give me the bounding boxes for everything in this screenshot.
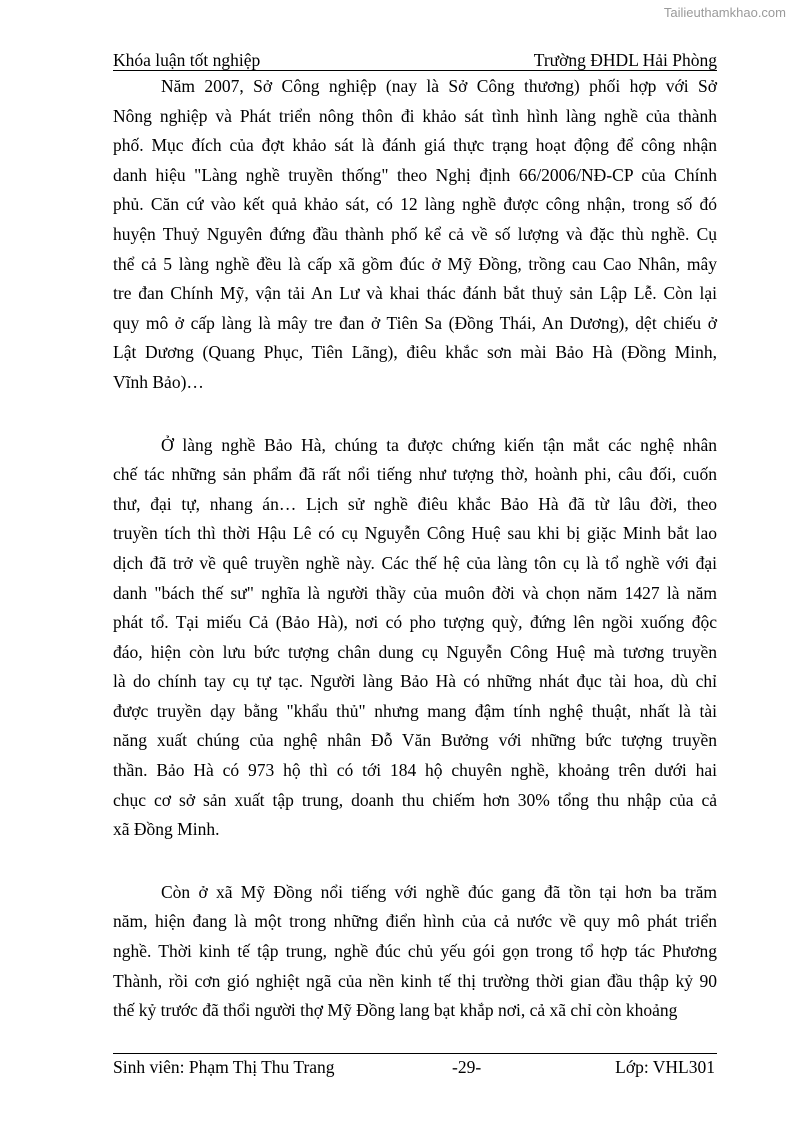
text-line: là do chính tay cụ tự tạc. Người làng Bảo Hà có những nhát đục tài hoa, dù chỉ xyxy=(113,671,717,692)
text-line: phủ. Căn cứ vào kết quả khảo sát, có 12 làng nghề được công nhận, trong số đó xyxy=(113,194,717,215)
text-line: danh hiệu "Làng nghề truyền thống" theo Nghị định 66/2006/NĐ-CP của Chính xyxy=(113,164,717,185)
text-line: Thành, rồi cơn gió nghiệt ngã của nền kinh tế thị trường thời gian đầu thập kỷ 90 xyxy=(113,970,717,991)
text-line: Ở làng nghề Bảo Hà, chúng ta được chứng kiến tận mắt các nghệ nhân xyxy=(161,434,717,455)
text-line: xã Đồng Minh. xyxy=(113,819,220,840)
footer-student: Sinh viên: Phạm Thị Thu Trang xyxy=(113,1057,335,1077)
paragraph xyxy=(113,878,717,1026)
text-line: chế tác những sản phẩm đã rất nổi tiếng như tượng thờ, hoành phi, câu đối, cuốn xyxy=(113,464,717,485)
text-line: Vĩnh Bảo)… xyxy=(113,371,204,392)
text-line: đáo, hiện còn lưu bức tượng chân dung cụ Nguyễn Công Huệ mà tương truyền xyxy=(113,641,717,662)
text-line: phố. Mục đích của đợt khảo sát là đánh giá thực trạng hoạt động để công nhận xyxy=(113,135,717,156)
document-body xyxy=(113,72,717,1026)
text-line: thư, đại tự, nhang án… Lịch sử nghề điêu khắc Bảo Hà đã từ lâu đời, theo xyxy=(113,493,717,514)
text-line: năm, hiện đang là một trong những điển hình của cả nước về quy mô phát triển xyxy=(113,911,717,932)
text-line: được truyền dạy bằng "khẩu thủ" nhưng mang đậm tính nghệ thuật, nhất là tài xyxy=(113,700,717,721)
paragraph xyxy=(113,431,717,845)
text-line: Nông nghiệp và Phát triển nông thôn đi khảo sát tình hình làng nghề của thành xyxy=(113,105,717,126)
text-line: huyện Thuỷ Nguyên đứng đầu thành phố kể cả về số lượng và đặc thù nghề. Cụ xyxy=(113,223,717,244)
text-line: Còn ở xã Mỹ Đồng nổi tiếng với nghề đúc gang đã tồn tại hơn ba trăm xyxy=(161,881,717,902)
page-number: -29- xyxy=(452,1057,482,1077)
page-footer xyxy=(113,1053,717,1080)
header-right: Trường ĐHDL Hải Phòng xyxy=(533,50,717,70)
text-line: danh "bách thế sư" nghĩa là người thầy của muôn đời và chọn năm 1427 là năm xyxy=(113,582,717,603)
text-line: Lật Dương (Quang Phục, Tiên Lãng), điêu khắc sơn mài Bảo Hà (Đồng Minh, xyxy=(113,342,717,363)
text-line: năng xuất chúng của nghệ nhân Đỗ Văn Bưởng với những bức tượng truyền xyxy=(113,730,717,751)
paragraph xyxy=(113,72,717,398)
text-line: phát tổ. Tại miếu Cả (Bảo Hà), nơi có pho tượng quỳ, đứng lên ngồi xuống độc xyxy=(113,612,717,633)
watermark: Tailieuthamkhao.com xyxy=(663,5,786,20)
text-line: thế kỷ trước đã thổi người thợ Mỹ Đồng lang bạt khắp nơi, cả xã chỉ còn khoảng xyxy=(113,1000,678,1021)
text-line: thể cả 5 làng nghề đều là cấp xã gồm đúc ở Mỹ Đồng, trồng cau Cao Nhân, mây xyxy=(113,253,717,274)
text-line: nghề. Thời kinh tế tập trung, nghề đúc chủ yếu gói gọn trong tổ hợp tác Phương xyxy=(113,941,717,962)
text-line: Năm 2007, Sở Công nghiệp (nay là Sở Công thương) phối hợp với Sở xyxy=(161,76,717,96)
text-line: chục cơ sở sản xuất tập trung, doanh thu chiếm hơn 30% tổng thu nhập của cả xyxy=(113,789,717,810)
page-header xyxy=(113,48,717,71)
text-line: dịch đã trở về quê truyền nghề này. Các thế hệ của làng tôn cụ là tổ nghề với đại xyxy=(113,552,717,573)
text-line: tre đan Chính Mỹ, vận tải An Lư và khai thác đánh bắt thuỷ sản Lập Lễ. Còn lại xyxy=(113,283,717,304)
header-left: Khóa luận tốt nghiệp xyxy=(113,50,261,70)
footer-class: Lớp: VHL301 xyxy=(615,1057,715,1077)
text-line: thần. Bảo Hà có 973 hộ thì có tới 184 hộ chuyên nghề, khoảng trên dưới hai xyxy=(113,760,717,781)
text-line: truyền tích thì thời Hậu Lê có cụ Nguyễn Công Huệ sau khi bị giặc Minh bắt lao xyxy=(113,523,717,544)
text-line: quy mô ở cấp làng là mây tre đan ở Tiên Sa (Đồng Thái, An Dương), dệt chiếu ở xyxy=(113,312,717,333)
